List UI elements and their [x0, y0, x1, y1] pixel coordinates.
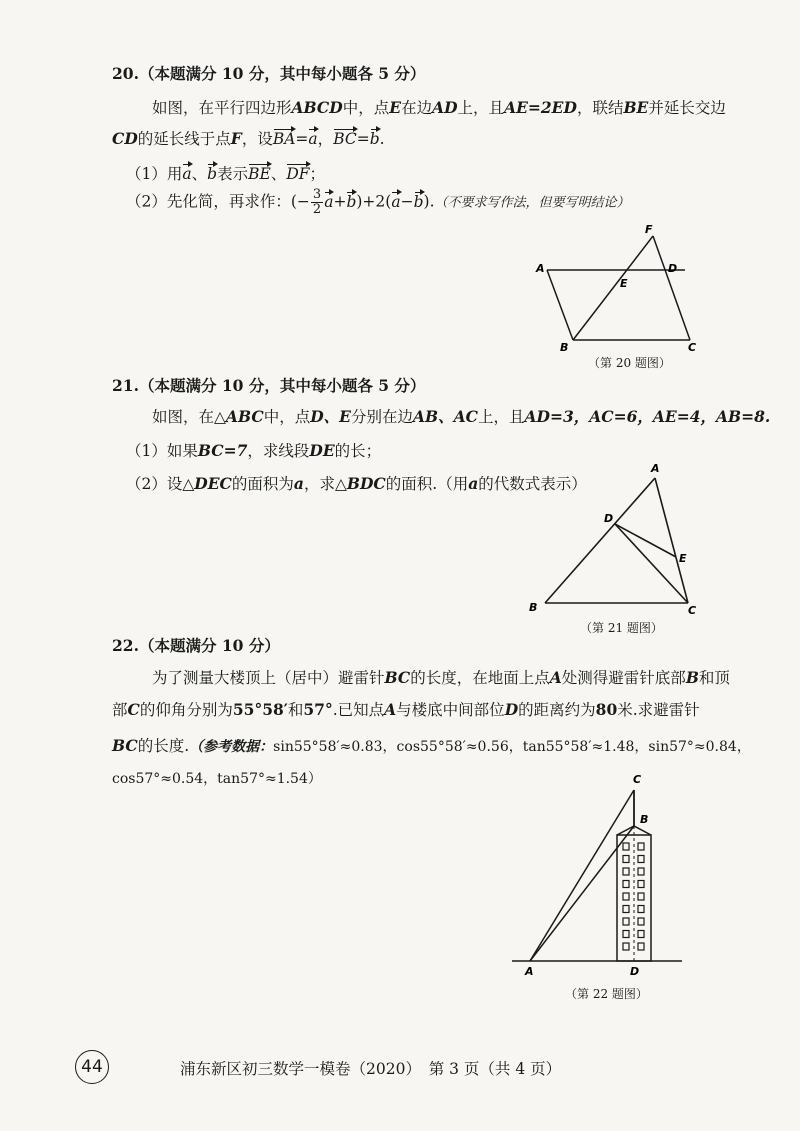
q21-label-d: D — [604, 512, 614, 525]
q21-intro: 如图，在△ABC中，点D、E分别在边AB、AC上，且AD=3，AC=6，AE=4，AB=8. — [152, 407, 771, 426]
window-icon — [638, 843, 644, 850]
window-icon — [638, 931, 644, 938]
q21-label-b: B — [529, 601, 538, 614]
q22-sightline-ab — [530, 826, 634, 961]
q20-intro-line1: 如图，在平行四边形ABCD中，点E在边AD上，且AE=2ED，联结BE并延长交边 — [152, 98, 726, 117]
q20-label-b: B — [560, 341, 569, 354]
q22-caption: （第 22 题图） — [565, 987, 648, 1001]
window-icon — [638, 856, 644, 863]
q22-sightline-ac — [530, 790, 634, 961]
q20-part1: （1）用a、b表示BE、DF； — [126, 165, 326, 183]
window-icon — [623, 881, 629, 888]
window-icon — [638, 906, 644, 913]
q22-line4: cos57°≈0.54，tan57°≈1.54） — [112, 771, 322, 787]
q22-line1: 为了测量大楼顶上（居中）避雷针BC的长度，在地面上点A处测得避雷针底部B和顶 — [152, 668, 730, 687]
fraction-three-halves: $\frac{3}{2}$ — [312, 187, 322, 217]
q21-part1: （1）如果BC=7，求线段DE的长； — [126, 441, 382, 460]
q22-label-a: A — [525, 965, 534, 978]
window-icon — [623, 843, 629, 850]
q22-line3: BC的长度.（参考数据：sin55°58′≈0.83，cos55°58′≈0.56，tan55°58′≈1.48，sin57°≈0.84， — [112, 736, 751, 755]
q21-header: 21.（本题满分 10 分，其中每小题各 5 分） — [112, 376, 426, 395]
window-icon — [623, 906, 629, 913]
q22-header: 22.（本题满分 10 分） — [112, 636, 280, 655]
q22-label-b: B — [640, 813, 649, 826]
window-icon — [623, 931, 629, 938]
window-icon — [638, 868, 644, 875]
window-icon — [623, 856, 629, 863]
q20-label-c: C — [688, 341, 697, 354]
footer-text: 浦东新区初三数学一模卷（2020） 第 3 页（共 4 页） — [180, 1060, 562, 1078]
q22-label-d: D — [630, 965, 640, 978]
window-icon — [638, 918, 644, 925]
q20-intro-line2: CD的延长线于点F，设BA=a，BC=b. — [112, 129, 385, 148]
page-number-badge: 44 — [75, 1050, 109, 1084]
q21-label-c: C — [688, 604, 697, 617]
window-icon — [623, 918, 629, 925]
q20-part2: （2）先化简，再求作：(− $\frac{3}{2}$ a+b)+2(a−b).（不要求写作法，但要写明结论） — [126, 187, 630, 217]
q20-label-e: E — [620, 277, 628, 290]
q20-caption: （第 20 题图） — [588, 356, 671, 370]
q21-label-a: A — [651, 462, 660, 475]
q20-label-f: F — [645, 223, 653, 236]
q21-label-e: E — [679, 552, 687, 565]
window-icon — [623, 893, 629, 900]
q20-label-d: D — [668, 262, 678, 275]
window-icon — [638, 943, 644, 950]
window-icon — [623, 943, 629, 950]
q21-caption: （第 21 题图） — [580, 621, 663, 635]
window-icon — [638, 881, 644, 888]
q20-label-a: A — [536, 262, 545, 275]
window-icon — [623, 868, 629, 875]
q22-line2: 部C的仰角分别为55°58′和57°.已知点A与楼底中间部位D的距离约为80米.求避雷针 — [112, 700, 700, 719]
q21-part2: （2）设△DEC的面积为a，求△BDC的面积.（用a的代数式表示） — [126, 474, 587, 493]
q20-header: 20.（本题满分 10 分，其中每小题各 5 分） — [112, 64, 426, 83]
q22-building-windows — [623, 843, 644, 950]
q22-label-c: C — [633, 773, 642, 786]
window-icon — [638, 893, 644, 900]
